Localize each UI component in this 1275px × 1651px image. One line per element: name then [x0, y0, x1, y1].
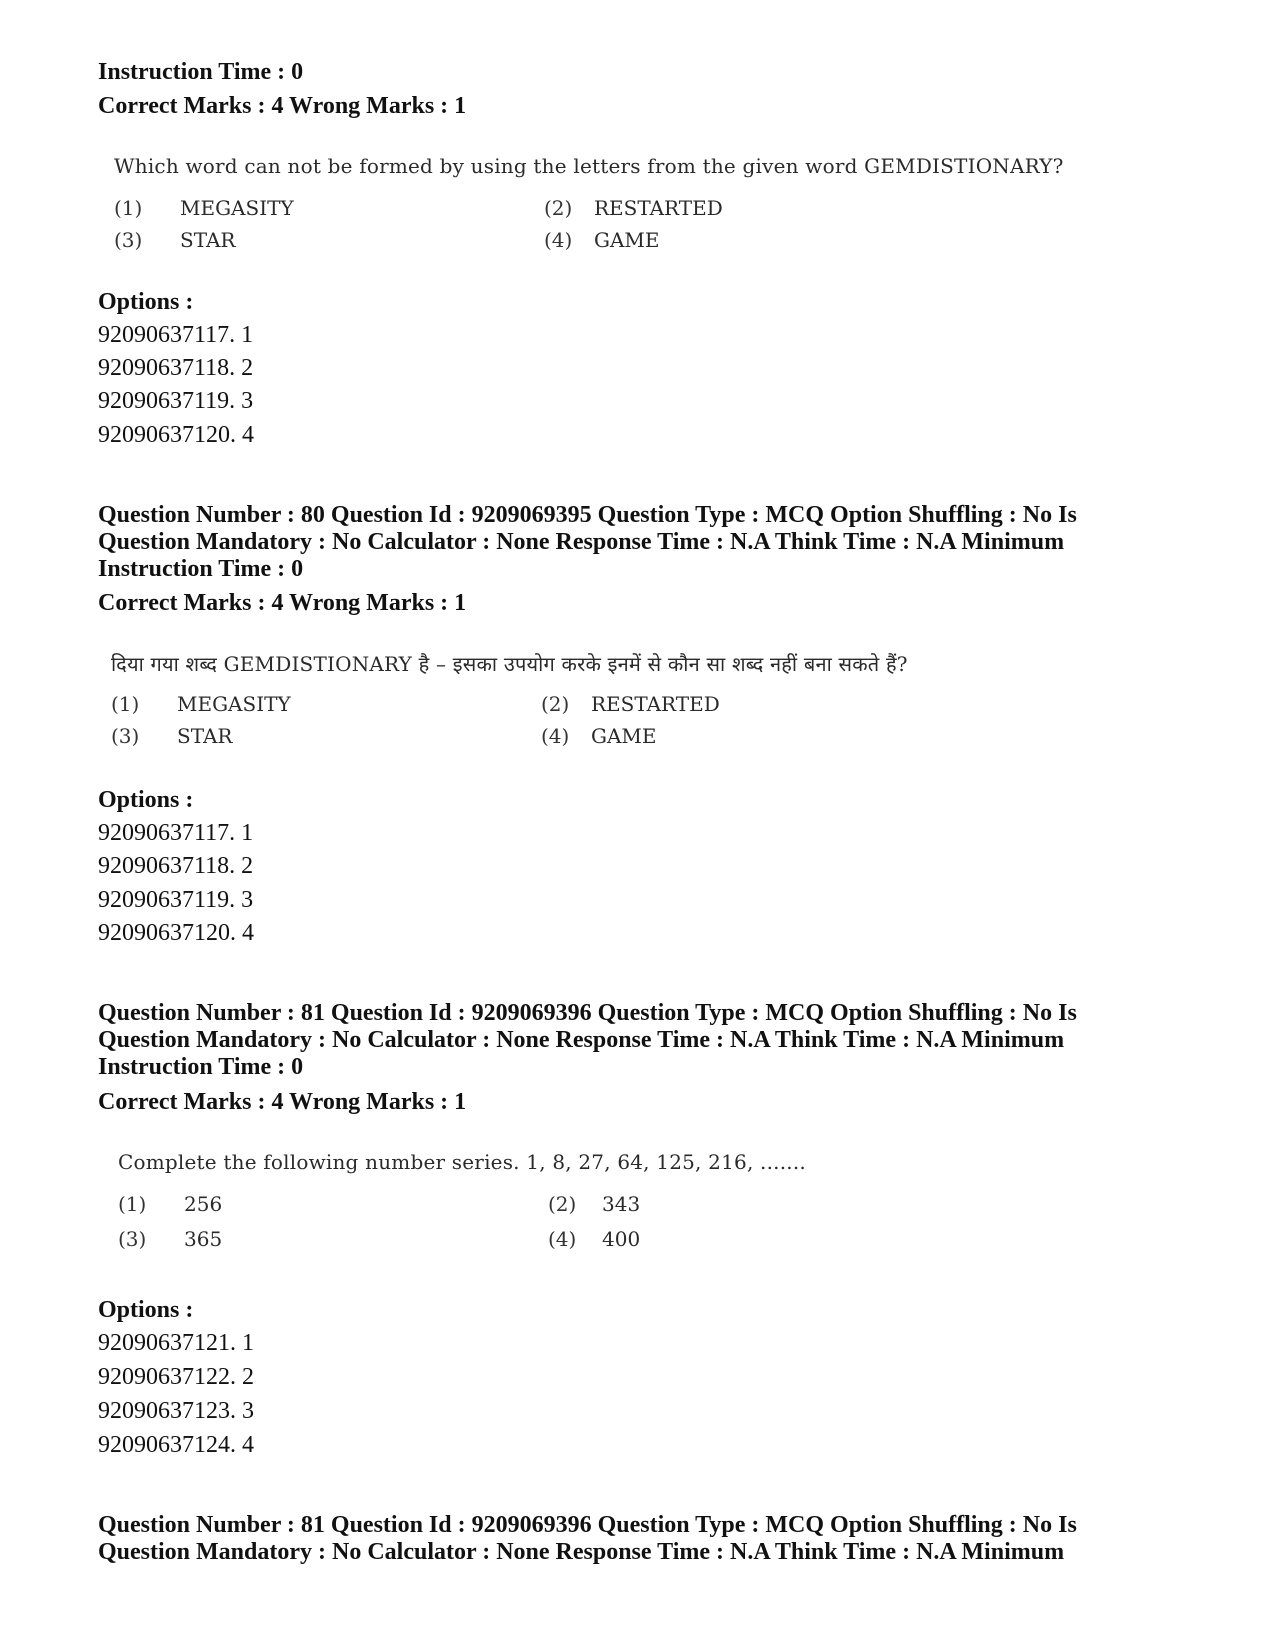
choice-text: STAR	[177, 724, 233, 748]
option-item: 92090637118. 2	[98, 355, 254, 381]
option-item: 92090637120. 4	[98, 920, 254, 946]
option-item: 92090637123. 3	[98, 1398, 254, 1424]
marks-line: Correct Marks : 4 Wrong Marks : 1	[98, 1089, 467, 1115]
choice-text: RESTARTED	[594, 196, 723, 220]
choice-text: MEGASITY	[180, 196, 294, 220]
question-text: Which word can not be formed by using the letters from the given word GEMDISTIONARY?	[114, 154, 1064, 178]
choice-number: (1)	[111, 692, 140, 716]
option-item: 92090637121. 1	[98, 1330, 254, 1356]
choice-text: 365	[184, 1227, 223, 1251]
choice-text: GAME	[594, 228, 660, 252]
choice-text: RESTARTED	[591, 692, 720, 716]
question-header-line2: Question Mandatory : No Calculator : None Response Time : N.A Think Time : N.A Minimum	[98, 529, 1065, 555]
choice-number: (1)	[114, 196, 143, 220]
question-text: दिया गया शब्द GEMDISTIONARY है – इसका उपयोग करके इनमें से कौन सा शब्द नहीं बना सकते हैं?	[111, 652, 908, 676]
instruction-time: Instruction Time : 0	[98, 556, 304, 582]
choice-number: (3)	[118, 1227, 147, 1251]
option-item: 92090637117. 1	[98, 322, 254, 348]
question-scan	[118, 1150, 1018, 1260]
choice-text: 256	[184, 1192, 223, 1216]
choice-number: (1)	[118, 1192, 147, 1216]
choice-text: MEGASITY	[177, 692, 291, 716]
instruction-time: Instruction Time : 0	[98, 59, 304, 85]
options-label: Options :	[98, 1297, 194, 1323]
question-scan	[114, 154, 1064, 254]
marks-line: Correct Marks : 4 Wrong Marks : 1	[98, 93, 467, 119]
question-header-line1: Question Number : 81 Question Id : 9209069396 Question Type : MCQ Option Shuffling : No Is	[98, 1000, 1077, 1026]
question-header-line1: Question Number : 81 Question Id : 9209069396 Question Type : MCQ Option Shuffling : No Is	[98, 1512, 1077, 1538]
question-header-line1: Question Number : 80 Question Id : 9209069395 Question Type : MCQ Option Shuffling : No Is	[98, 502, 1077, 528]
choice-number: (4)	[541, 724, 570, 748]
choice-text: 343	[602, 1192, 641, 1216]
choice-text: GAME	[591, 724, 657, 748]
choice-text: 400	[602, 1227, 641, 1251]
choice-text: STAR	[180, 228, 236, 252]
choice-number: (2)	[548, 1192, 577, 1216]
instruction-time: Instruction Time : 0	[98, 1054, 304, 1080]
question-scan	[111, 650, 1011, 750]
question-header-line2: Question Mandatory : No Calculator : None Response Time : N.A Think Time : N.A Minimum	[98, 1539, 1065, 1565]
choice-number: (4)	[544, 228, 573, 252]
choice-number: (3)	[111, 724, 140, 748]
options-label: Options :	[98, 289, 194, 315]
choice-number: (4)	[548, 1227, 577, 1251]
option-item: 92090637120. 4	[98, 422, 254, 448]
option-item: 92090637118. 2	[98, 853, 254, 879]
choice-number: (2)	[541, 692, 570, 716]
option-item: 92090637119. 3	[98, 388, 254, 414]
option-item: 92090637119. 3	[98, 887, 254, 913]
choice-number: (3)	[114, 228, 143, 252]
question-text: Complete the following number series. 1, 8, 27, 64, 125, 216, .......	[118, 1150, 806, 1174]
options-label: Options :	[98, 787, 194, 813]
option-item: 92090637122. 2	[98, 1364, 254, 1390]
option-item: 92090637117. 1	[98, 820, 254, 846]
option-item: 92090637124. 4	[98, 1432, 254, 1458]
choice-number: (2)	[544, 196, 573, 220]
marks-line: Correct Marks : 4 Wrong Marks : 1	[98, 590, 467, 616]
question-header-line2: Question Mandatory : No Calculator : None Response Time : N.A Think Time : N.A Minimum	[98, 1027, 1065, 1053]
